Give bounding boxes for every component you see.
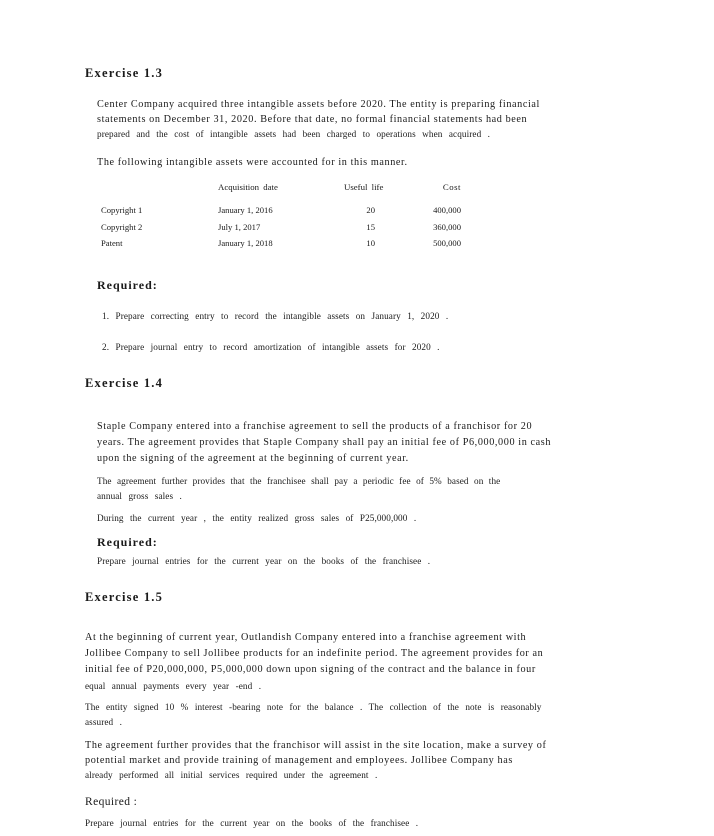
ex14-required-heading: Required: — [97, 535, 158, 549]
ex15-paragraph-line: The agreement further provides that the franchisor will assist in the site location, make a survey of — [85, 740, 547, 751]
ex15-paragraph-line: already performed all initial services required under the agreement . — [85, 770, 378, 780]
ex13-required-item: 1. Prepare correcting entry to record the intangible assets on January 1, 2020 . — [102, 311, 449, 321]
ex15-paragraph-line: equal annual payments every year -end . — [85, 681, 262, 691]
ex15-paragraph-line: At the beginning of current year, Outlandish Company entered into a franchise agreement with — [85, 632, 527, 643]
table-cell-asset: Copyright 1 — [101, 205, 143, 215]
ex13-paragraph-line: prepared and the cost of intangible assets had been charged to operations when acquired . — [97, 129, 491, 139]
ex14-paragraph-line: Staple Company entered into a franchise agreement to sell the products of a franchisor for 20 — [97, 421, 533, 432]
ex14-paragraph-line: annual gross sales . — [97, 491, 182, 501]
table-cell-date: July 1, 2017 — [218, 222, 261, 232]
table-cell-life: 10 — [366, 238, 375, 248]
table-header-cost: Cost — [442, 182, 461, 192]
ex15-paragraph-line: assured . — [85, 717, 123, 727]
ex14-paragraph-line: upon the signing of the agreement at the beginning of current year. — [97, 453, 409, 464]
ex14-paragraph-line: During the current year , the entity realized gross sales of P25,000,000 . — [97, 513, 417, 523]
table-cell-asset: Copyright 2 — [101, 222, 143, 232]
ex15-paragraph-line: The entity signed 10 % interest -bearing note for the balance . The collection of the note is reasonably — [85, 702, 542, 712]
exercise-1-3-heading: Exercise 1.3 — [85, 66, 164, 80]
ex13-intro-line: The following intangible assets were accounted for in this manner. — [97, 157, 408, 168]
ex15-paragraph-line: Jollibee Company to sell Jollibee products for an indefinite period. The agreement provides for an — [85, 648, 544, 659]
table-cell-asset: Patent — [101, 238, 123, 248]
ex15-paragraph-line: initial fee of P20,000,000, P5,000,000 down upon signing of the contract and the balance in four — [85, 664, 536, 675]
ex14-paragraph-line: The agreement further provides that the franchisee shall pay a periodic fee of 5% based on the — [97, 476, 501, 486]
ex13-paragraph-line: statements on December 31, 2020. Before that date, no formal financial statements had been — [97, 114, 528, 125]
table-header-useful-life: Useful life — [344, 182, 384, 192]
table-cell-life: 15 — [366, 222, 375, 232]
table-header-acquisition-date: Acquisition date — [218, 182, 278, 192]
table-cell-date: January 1, 2018 — [218, 238, 273, 248]
exercise-1-5-heading: Exercise 1.5 — [85, 590, 164, 604]
ex15-paragraph-line: potential market and provide training of management and employees. Jollibee Company has — [85, 755, 513, 766]
table-cell-cost: 360,000 — [433, 222, 461, 232]
ex15-required-heading: Required : — [85, 796, 138, 808]
ex14-paragraph-line: years. The agreement provides that Staple Company shall pay an initial fee of P6,000,000 in cash — [97, 437, 552, 448]
ex13-paragraph-line: Center Company acquired three intangible assets before 2020. The entity is preparing financial — [97, 99, 540, 110]
ex13-required-heading: Required: — [97, 278, 158, 292]
ex15-required-text: Prepare journal entries for the current year on the books of the franchisee . — [85, 818, 419, 828]
ex14-required-text: Prepare journal entries for the current year on the books of the franchisee . — [97, 556, 431, 566]
table-cell-date: January 1, 2016 — [218, 205, 273, 215]
table-cell-cost: 500,000 — [433, 238, 461, 248]
table-cell-cost: 400,000 — [433, 205, 461, 215]
table-cell-life: 20 — [366, 205, 375, 215]
ex13-required-item: 2. Prepare journal entry to record amortization of intangible assets for 2020 . — [102, 342, 440, 352]
exercise-1-4-heading: Exercise 1.4 — [85, 376, 164, 390]
